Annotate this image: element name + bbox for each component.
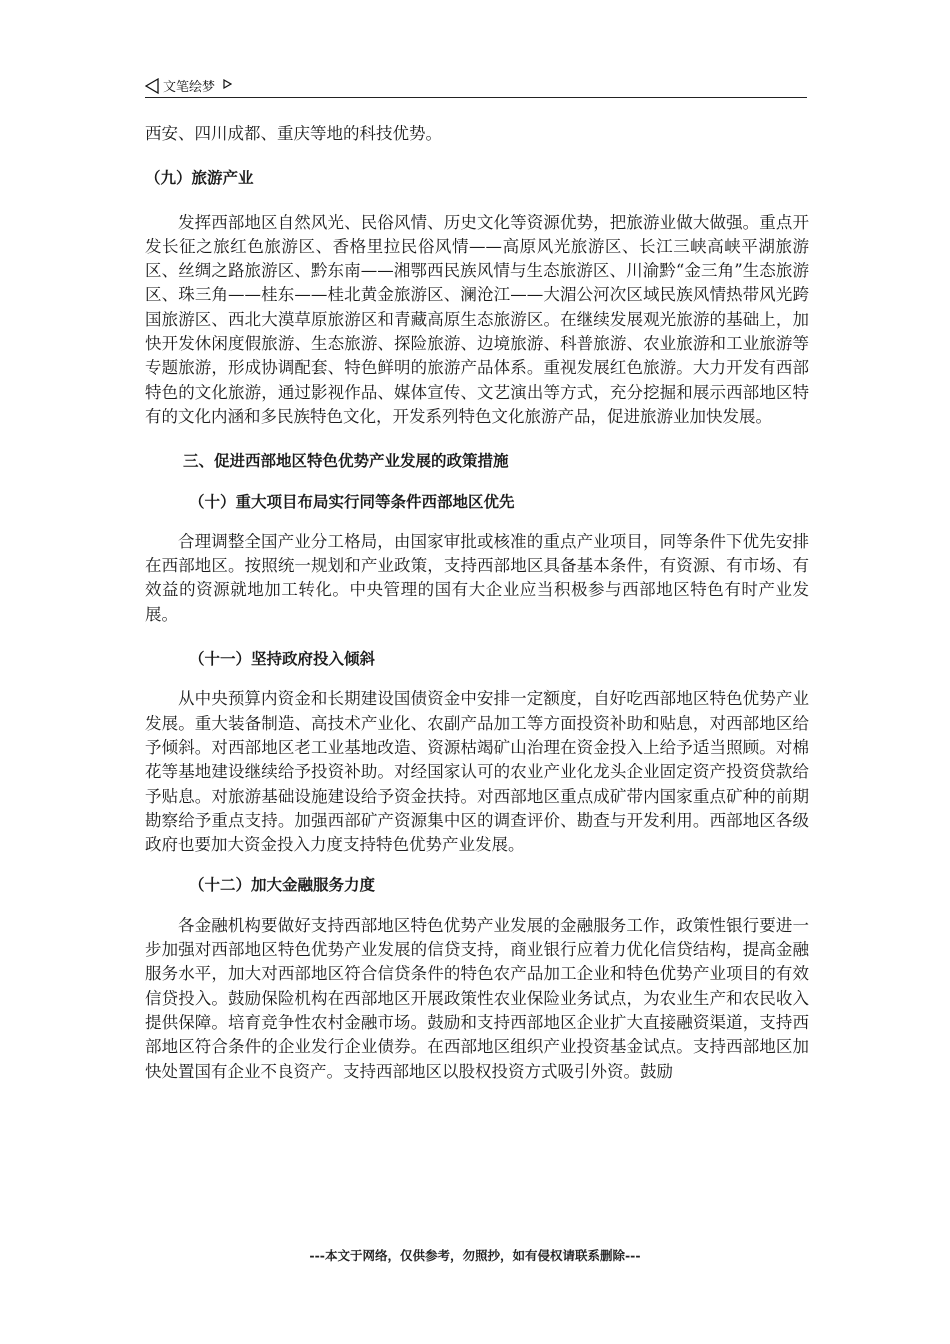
header-brand-text: 文笔绘梦	[163, 80, 216, 95]
triangle-left-outline-icon	[145, 78, 159, 94]
section-heading-10: （十）重大项目布局实行同等条件西部地区优先	[189, 492, 515, 511]
page-footer-notice: ---本文于网络，仅供参考，勿照抄，如有侵权请联系删除---	[309, 1248, 641, 1263]
paragraph-financial-services: 各金融机构要做好支持西部地区特色优势产业发展的金融服务工作，政策性银行要进一步加强对西部地区特色优势产业发展的信贷支持，商业银行应着力优化信贷结构，提高金融服务水平，加大对西部地区符合信贷条件的特色农产品加工企业和特色优势产业项目的有效信贷投入。鼓励保险机构在西部地区开展政策性农业保险业务试点，为农业生产和农民收入提供保障。培育竞争性农村金融市场。鼓励和支持西部地区企业扩大直接融资渠道，支持西部地区符合条件的企业发行企业债券。在西部地区组织产业投资基金试点。支持西部地区加快处置国有企业不良资产。支持西部地区以股权投资方式吸引外资。鼓励	[145, 915, 809, 1081]
section-heading-12: （十二）加大金融服务力度	[189, 876, 376, 895]
section-heading-11: （十一）坚持政府投入倾斜	[189, 650, 376, 669]
triangle-right-outline-icon	[223, 79, 232, 89]
document-body	[145, 122, 809, 1084]
paragraph-government-investment: 从中央预算内资金和长期建设国债资金中安排一定额度，自好吃西部地区特色优势产业发展。重大装备制造、高技术产业化、农副产品加工等方面投资补助和贴息，对西部地区给予倾斜。对西部地区老工业基地改造、资源枯竭矿山治理在资金投入上给予适当照顾。对棉花等基地建设继续给予投资补助。对经国家认可的农业产业化龙头企业固定资产投资贷款给予贴息。对旅游基础设施建设给予资金扶持。对西部地区重点成矿带内国家重点矿种的前期勘察给予重点支持。加强西部矿产资源集中区的调查评价、勘查与开发利用。西部地区各级政府也要加大资金投入力度支持特色优势产业发展。	[145, 689, 809, 855]
paragraph-major-projects: 合理调整全国产业分工格局，由国家审批或核准的重点产业项目，同等条件下优先安排在西部地区。按照统一规划和产业政策，支持西部地区具备基本条件，有资源、有市场、有效益的资源就地加工转化。中央管理的国有大企业应当积极参与西部地区特色有时产业发展。	[145, 531, 809, 624]
header-brand	[145, 76, 232, 95]
intro-paragraph: 西安、四川成都、重庆等地的科技优势。	[145, 124, 442, 143]
section-heading-9: （九）旅游产业	[145, 169, 254, 188]
page-header	[145, 73, 807, 98]
paragraph-tourism: 发挥西部地区自然风光、民俗风情、历史文化等资源优势，把旅游业做大做强。重点开发长征之旅红色旅游区、香格里拉民俗风情——高原风光旅游区、长江三峡高峡平湖旅游区、丝绸之路旅游区、黔东南——湘鄂西民族风情与生态旅游区、川渝黔“金三角”生态旅游区、珠三角——桂东——桂北黄金旅游区、澜沧江——大湄公河次区域民族风情热带风光跨国旅游区、西北大漠草原旅游区和青藏高原生态旅游区。在继续发展观光旅游的基础上，加快开发休闲度假旅游、生态旅游、探险旅游、边境旅游、科普旅游、农业旅游和工业旅游等专题旅游，形成协调配套、特色鲜明的旅游产品体系。重视发展红色旅游。大力开发有西部特色的文化旅游，通过影视作品、媒体宣传、文艺演出等方式，充分挖掘和展示西部地区特有的文化内涵和多民族特色文化，开发系列特色文化旅游产品，促进旅游业加快发展。	[145, 212, 809, 426]
chapter-heading-3: 三、促进西部地区特色优势产业发展的政策措施	[183, 452, 509, 471]
